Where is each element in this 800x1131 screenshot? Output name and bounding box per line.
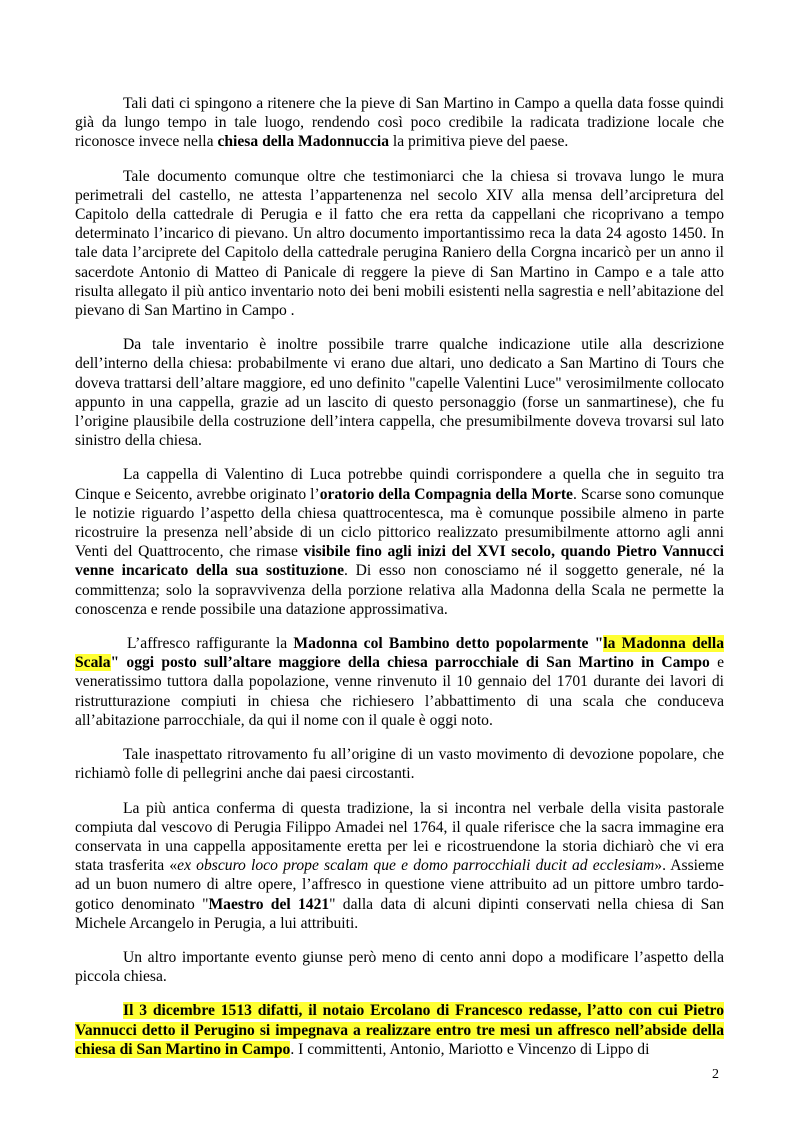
paragraph (75, 799, 724, 933)
text-run: e veneratissimo tuttora dalla popolazione, venne rinvenuto il 10 gennaio del 1701 durante dei lavori di ristrutturazione compiuti in chiesa che richiesero l’abbattimento di una scala che conduceva all’abitazione parrocchiale, da qui il nome con il quale è oggi noto. (75, 654, 724, 729)
bold-text: Maestro del 1421 (208, 895, 330, 913)
text-run: L’affresco raffigurante la (127, 635, 294, 653)
bold-text: visibile fino agli inizi del XVI secolo, quando Pietro Vannucci venne incaricato della sua sostituzione (75, 543, 725, 580)
text-run: Tale documento comunque oltre che testimoniarci che la chiesa si trovava lungo le mura perimetrali del castello, ne attesta l’appartenenza nel secolo XIV alla mensa dell’arcipretura del Capitolo della cattedrale di Perugia e il fatto che era retta da cappellani che ricoprivano a tempo determinato l’incarico di pievano. Un altro documento importantissimo reca la data 24 agosto 1450. In tale data l’arciprete del Capitolo della cattedrale perugina Raniero della Corgna incaricò per un anno il sacerdote Antonio di Matteo di Panicale di reggere la pieve di San Martino in Campo e a tale atto risulta allegato il più antico inventario noto dei beni mobili esistenti nella sagrestia e nell’abitazione del pievano di San Martino in Campo . (75, 167, 724, 320)
text-run: Da tale inventario è inoltre possibile trarre qualche indicazione utile alla descrizione dell’interno della chiesa: probabilmente vi erano due altari, uno dedicato a San Martino di Tours che doveva trattarsi dell’altare maggiore, ed uno definito "capelle Valentini Luce" verosimilmente collocato appunto in una cappella, grazie ad un lascito di questo personaggio (forse un sanmartinese), che fu l’origine plausibile della costruzione dell’intera cappella, che presumibilmente doveva trovarsi sul lato sinistro della chiesa. (75, 336, 724, 450)
bold-text: " oggi posto sull’altare maggiore della chiesa parrocchiale di San Martino in Campo (110, 654, 710, 672)
paragraph (75, 465, 724, 619)
highlighted-text: Il 3 dicembre 1513 difatti, il notaio Ercolano di Francesco redasse, l’atto con cui Pietro Vannucci detto il Perugino si impegnava a realizzare entro tre mesi un affresco nell’abside della chiesa di San Martino in Campo (75, 1002, 724, 1058)
page-number: 2 (712, 1067, 719, 1082)
text-run: La più antica conferma di questa tradizione, la si incontra nel verbale della visita pastorale compiuta dal vescovo di Perugia Filippo Amadei nel 1764, il quale riferisce che la sacra immagine era conservata in una cappella appositamente eretta per lei e ricostruendone la storia dichiarò che vi era stata trasferita « (75, 799, 724, 875)
text-run: " dalla data di alcuni dipinti conservati nella chiesa di San Michele Arcangelo in Perugia, a lui attribuiti. (75, 895, 724, 932)
text-run: . Di esso non conosciamo né il soggetto generale, né la committenza; solo la sopravvivenza della porzione relativa alla Madonna della Scala ne permette la conoscenza e rende possibile una datazione approssimativa. (75, 562, 725, 618)
italic-text: ex obscuro loco prope scalam que e domo parrocchiali ducit ad ecclesiam (177, 857, 655, 875)
text-run: . Scarse sono comunque le notizie riguardo l’aspetto della chiesa quattrocentesca, ma è comunque possibile almeno in parte ricostruire la presenza nell’abside di un ciclo pittorico realizzato presumibilmente attorno agli anni Venti del Quattrocento, che rimase (75, 485, 724, 561)
paragraph (75, 634, 724, 730)
text-run: Tali dati ci spingono a ritenere che la pieve di San Martino in Campo a quella data fosse quindi già da lungo tempo in tale luogo, rendendo così poco credibile la radicata tradizione locale che riconosce invece nella (75, 95, 724, 151)
bold-text: oratorio della Compagnia della Morte (319, 485, 573, 503)
paragraph (75, 948, 724, 986)
bold-text: chiesa della Madonnuccia (217, 133, 389, 151)
paragraph (75, 94, 724, 152)
paragraph (75, 1001, 724, 1059)
text-run: La cappella di Valentino di Luca potrebbe quindi corrispondere a quella che in seguito tra Cinque e Seicento, avrebbe originato l’ (75, 466, 724, 503)
highlighted-text: la Madonna della Scala (75, 635, 724, 672)
document-page (75, 94, 724, 1074)
paragraph (75, 335, 724, 450)
text-run: ». Assieme ad un buon numero di altre opere, l’affresco in questione viene attribuito ad un pittore umbro tardo-gotico denominato " (75, 857, 724, 913)
text-run: Tale inaspettato ritrovamento fu all’origine di un vasto movimento di devozione popolare, che richiamò folle di pellegrini anche dai paesi circostanti. (75, 746, 724, 783)
paragraph (75, 167, 724, 321)
paragraph (75, 745, 724, 783)
bold-text: Madonna col Bambino detto popolarmente " (293, 635, 604, 653)
text-run: la primitiva pieve del paese. (389, 133, 569, 151)
text-run: . I committenti, Antonio, Mariotto e Vincenzo di Lippo di (290, 1040, 650, 1058)
text-run: Un altro importante evento giunse però meno di cento anni dopo a modificare l’aspetto della piccola chiesa. (75, 948, 724, 986)
